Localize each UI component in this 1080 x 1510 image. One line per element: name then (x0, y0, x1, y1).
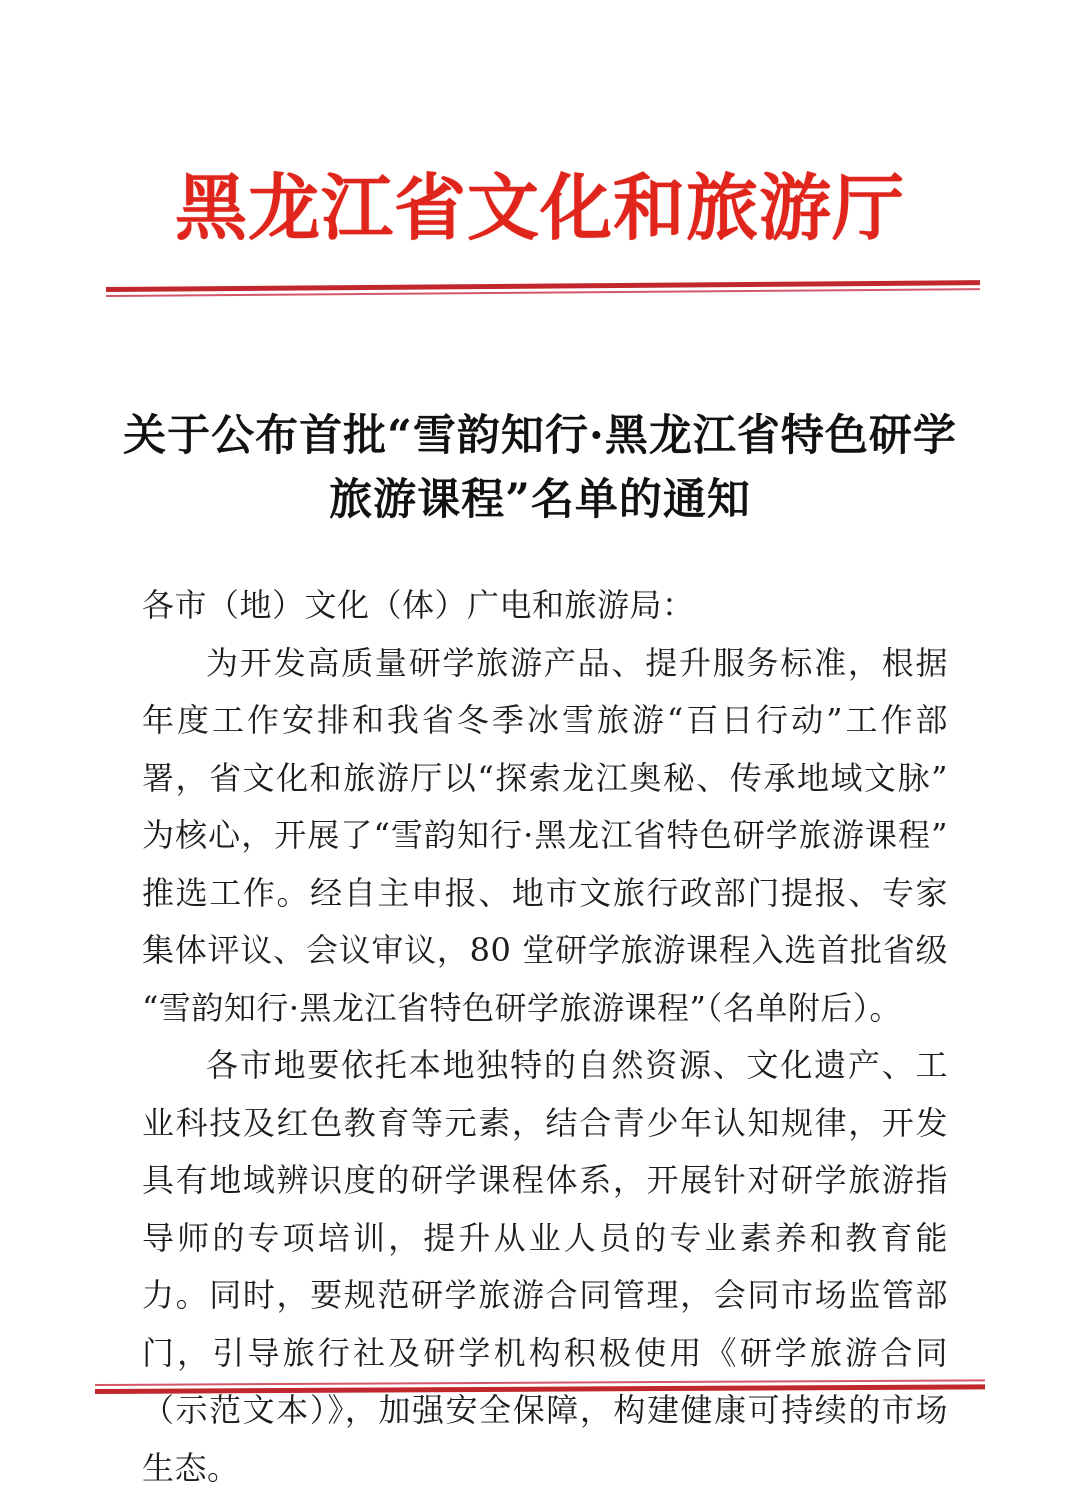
document-title (70, 404, 1010, 532)
agency-header: 黑龙江省文化和旅游厅 (174, 165, 905, 250)
document-body (142, 577, 948, 1497)
salutation-line: 各市（地）文化（体）广电和旅游局： (142, 586, 695, 624)
body-paragraphs (142, 635, 948, 1498)
body-paragraph: 为开发高质量研学旅游产品、提升服务标准，根据年度工作安排和我省冬季冰雪旅游“百日行动”工作部署，省文化和旅游厅以“探索龙江奥秘、传承地域文脉”为核心，开展了“雪韵知行·黑龙江省特色研学旅游课程”推选工作。经自主申报、地市文旅行政部门提报、专家集体评议、会议审议，80 堂研学旅游课程入选首批省级“雪韵知行·黑龙江省特色研学旅游课程”（名单附后）。 (142, 643, 948, 1027)
body-paragraph: 各市地要依托本地独特的自然资源、文化遗产、工业科技及红色教育等元素，结合青少年认知规律，开发具有地域辨识度的研学课程体系，开展针对研学旅游指导师的专项培训，提升从业人员的专业素养和教育能力。同时，要规范研学旅游合同管理，会同市场监管部门，引导旅行社及研学机构积极使用《研学旅游合同（示范文本）》，加强安全保障，构建健康可持续的市场生态。 (142, 1046, 948, 1487)
document-title-line-1: 关于公布首批“雪韵知行·黑龙江省特色研学 (123, 411, 957, 461)
header-divider (106, 280, 980, 297)
document-title-line-2: 旅游课程”名单的通知 (329, 475, 751, 525)
